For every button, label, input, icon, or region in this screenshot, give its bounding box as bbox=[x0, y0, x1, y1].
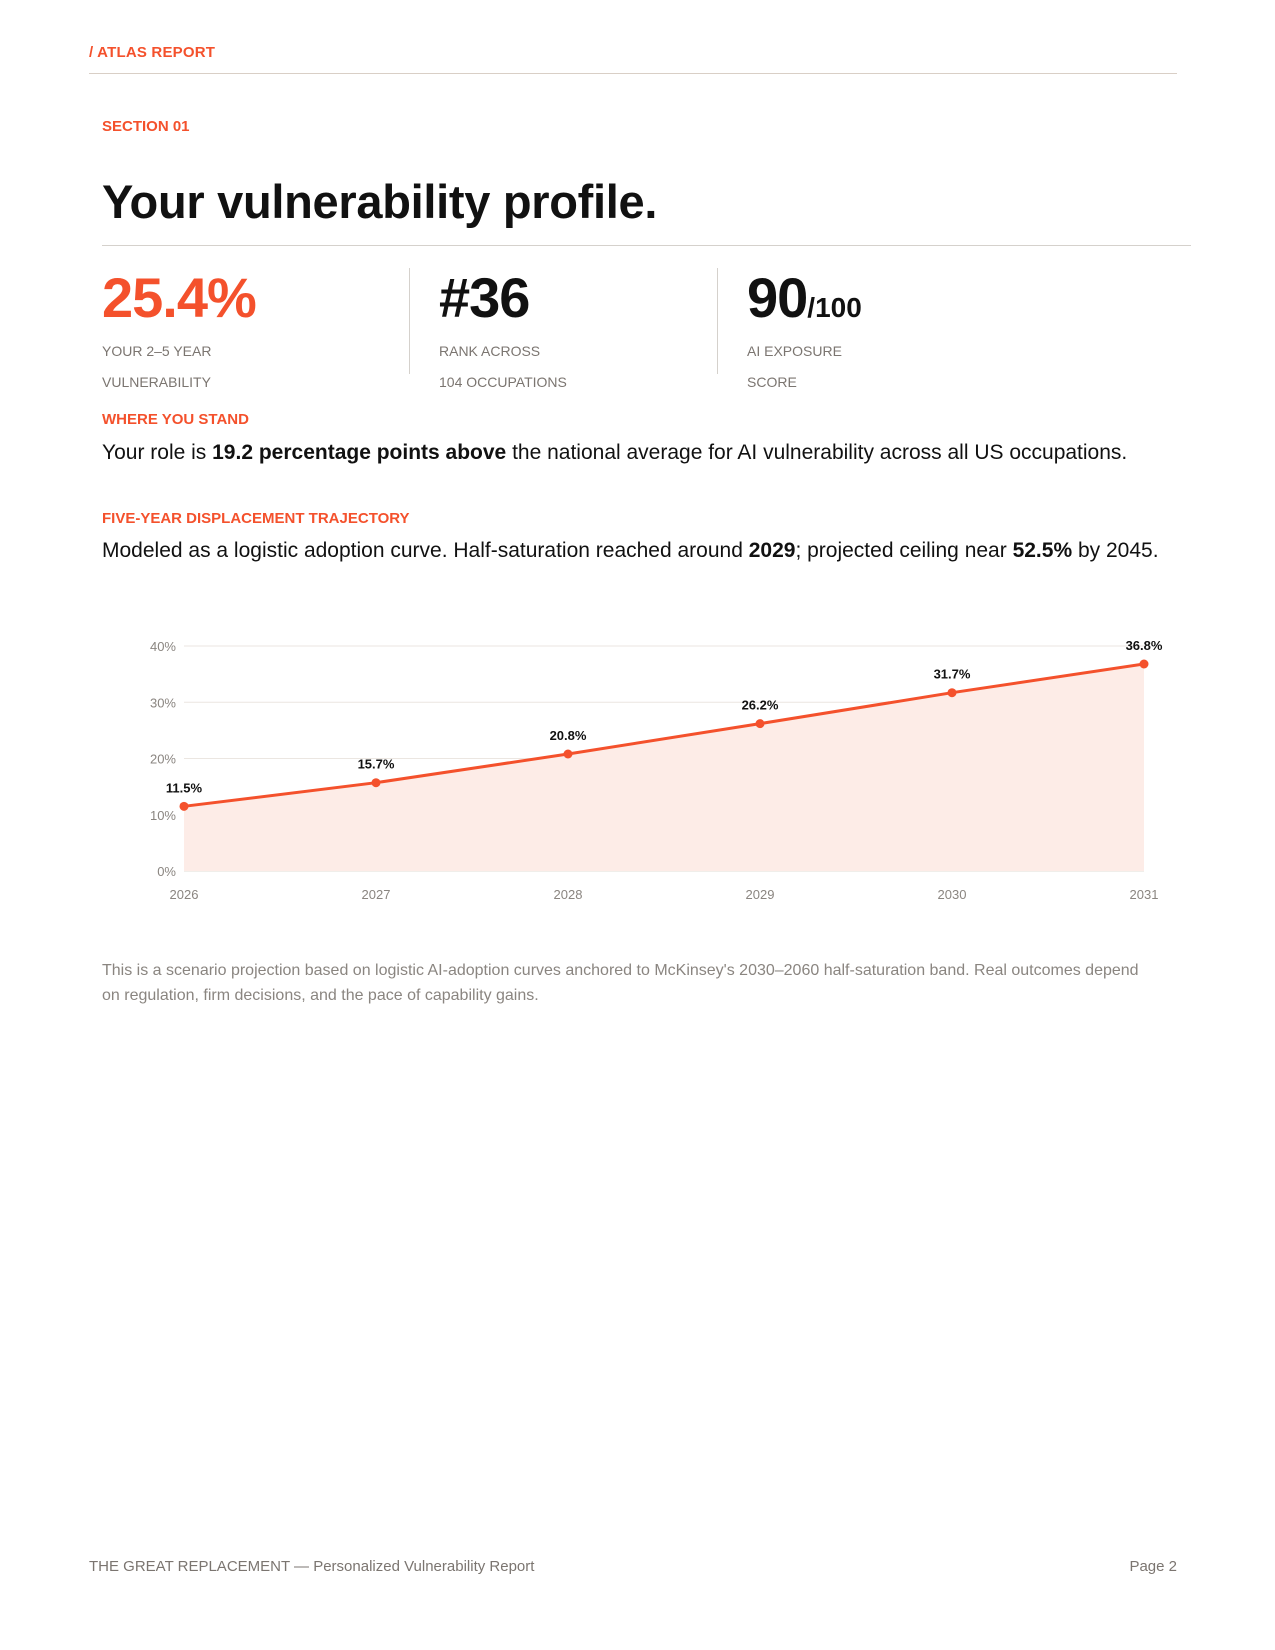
projection-caption: This is a scenario projection based on logistic AI-adoption curves anchored to McKinsey's 2030–2060 half-saturation band. Real outcomes depend on regulation, firm decisions, and the pace of capability gains. bbox=[102, 962, 1139, 1004]
section-label: SECTION 01 bbox=[102, 118, 190, 135]
trajectory-bold-ceiling: 52.5% bbox=[1012, 539, 1073, 562]
stat-vulnerability-value: 25.4% bbox=[102, 266, 256, 329]
stat-rank-value: #36 bbox=[439, 266, 530, 329]
trajectory-bold-year: 2029 bbox=[748, 539, 796, 562]
report-header-label: / ATLAS REPORT bbox=[89, 44, 216, 61]
chart-x-tick-label: 2028 bbox=[553, 887, 583, 902]
standing-text-before: Your role is bbox=[102, 441, 213, 464]
trajectory-chart bbox=[140, 630, 1180, 910]
chart-y-tick-label: 20% bbox=[149, 751, 176, 767]
chart-x-tick-label: 2027 bbox=[361, 887, 391, 902]
standing-heading: WHERE YOU STAND bbox=[102, 411, 249, 428]
stat-exposure bbox=[747, 266, 1037, 398]
chart-data-label: 31.7% bbox=[933, 666, 971, 682]
stat-vulnerability-label-line2: VULNERABILITY bbox=[102, 374, 211, 390]
stat-rank bbox=[439, 266, 729, 398]
chart-x-tick-label: 2031 bbox=[1129, 887, 1159, 902]
standing-text bbox=[102, 437, 1182, 469]
chart-data-label: 36.8% bbox=[1125, 638, 1163, 653]
stat-vulnerability-label bbox=[102, 336, 392, 398]
stat-vulnerability-label-line1: YOUR 2–5 YEAR bbox=[102, 343, 212, 359]
stat-exposure-label bbox=[747, 336, 1037, 398]
stat-rank-label-line2: 104 OCCUPATIONS bbox=[439, 374, 567, 390]
chart-y-tick-label: 0% bbox=[157, 864, 176, 879]
chart-data-label: 15.7% bbox=[357, 756, 395, 772]
stat-vulnerability bbox=[102, 266, 392, 398]
chart-data-point bbox=[756, 719, 765, 728]
chart-data-point bbox=[372, 778, 381, 787]
footer-page-number: Page 2 bbox=[1129, 1558, 1177, 1575]
chart-x-tick-label: 2030 bbox=[937, 887, 967, 902]
trajectory-text-2: ; projected ceiling near bbox=[795, 539, 1013, 562]
stat-divider bbox=[409, 268, 410, 374]
chart-data-label: 20.8% bbox=[549, 728, 587, 743]
standing-text-after: the national average for AI vulnerability across all US occupations. bbox=[506, 441, 1128, 464]
chart-area-fill bbox=[184, 664, 1144, 871]
chart-data-point bbox=[1140, 660, 1149, 669]
chart-y-tick-label: 30% bbox=[149, 695, 176, 711]
chart-data-point bbox=[948, 688, 957, 697]
stat-exposure-suffix: /100 bbox=[807, 292, 862, 323]
trajectory-text bbox=[102, 535, 1182, 567]
stat-exposure-label-line1: AI EXPOSURE bbox=[747, 343, 842, 359]
trajectory-text-1: Modeled as a logistic adoption curve. Half-saturation reached around bbox=[102, 539, 749, 562]
page-title: Your vulnerability profile. bbox=[102, 175, 658, 228]
chart-data-point bbox=[180, 802, 189, 811]
standing-text-bold: 19.2 percentage points above bbox=[212, 441, 507, 464]
chart-y-tick-label: 40% bbox=[149, 639, 176, 654]
stat-divider bbox=[717, 268, 718, 374]
stat-exposure-value bbox=[747, 266, 1037, 329]
chart-x-tick-label: 2026 bbox=[169, 887, 199, 902]
title-divider bbox=[102, 245, 1191, 246]
chart-data-point bbox=[564, 750, 573, 759]
header-divider bbox=[89, 73, 1177, 74]
chart-data-label: 26.2% bbox=[741, 697, 779, 713]
stat-exposure-label-line2: SCORE bbox=[747, 374, 797, 390]
trajectory-heading: FIVE-YEAR DISPLACEMENT TRAJECTORY bbox=[102, 510, 410, 527]
stat-rank-label-line1: RANK ACROSS bbox=[439, 343, 541, 359]
stat-exposure-number: 90 bbox=[747, 266, 808, 329]
chart-data-label: 11.5% bbox=[165, 780, 203, 796]
chart-y-tick-label: 10% bbox=[149, 807, 176, 823]
footer-report-title: THE GREAT REPLACEMENT — Personalized Vulnerability Report bbox=[89, 1558, 535, 1575]
chart-x-tick-label: 2029 bbox=[745, 887, 775, 902]
trajectory-text-3: by 2045. bbox=[1072, 539, 1159, 562]
stat-rank-label bbox=[439, 336, 729, 398]
